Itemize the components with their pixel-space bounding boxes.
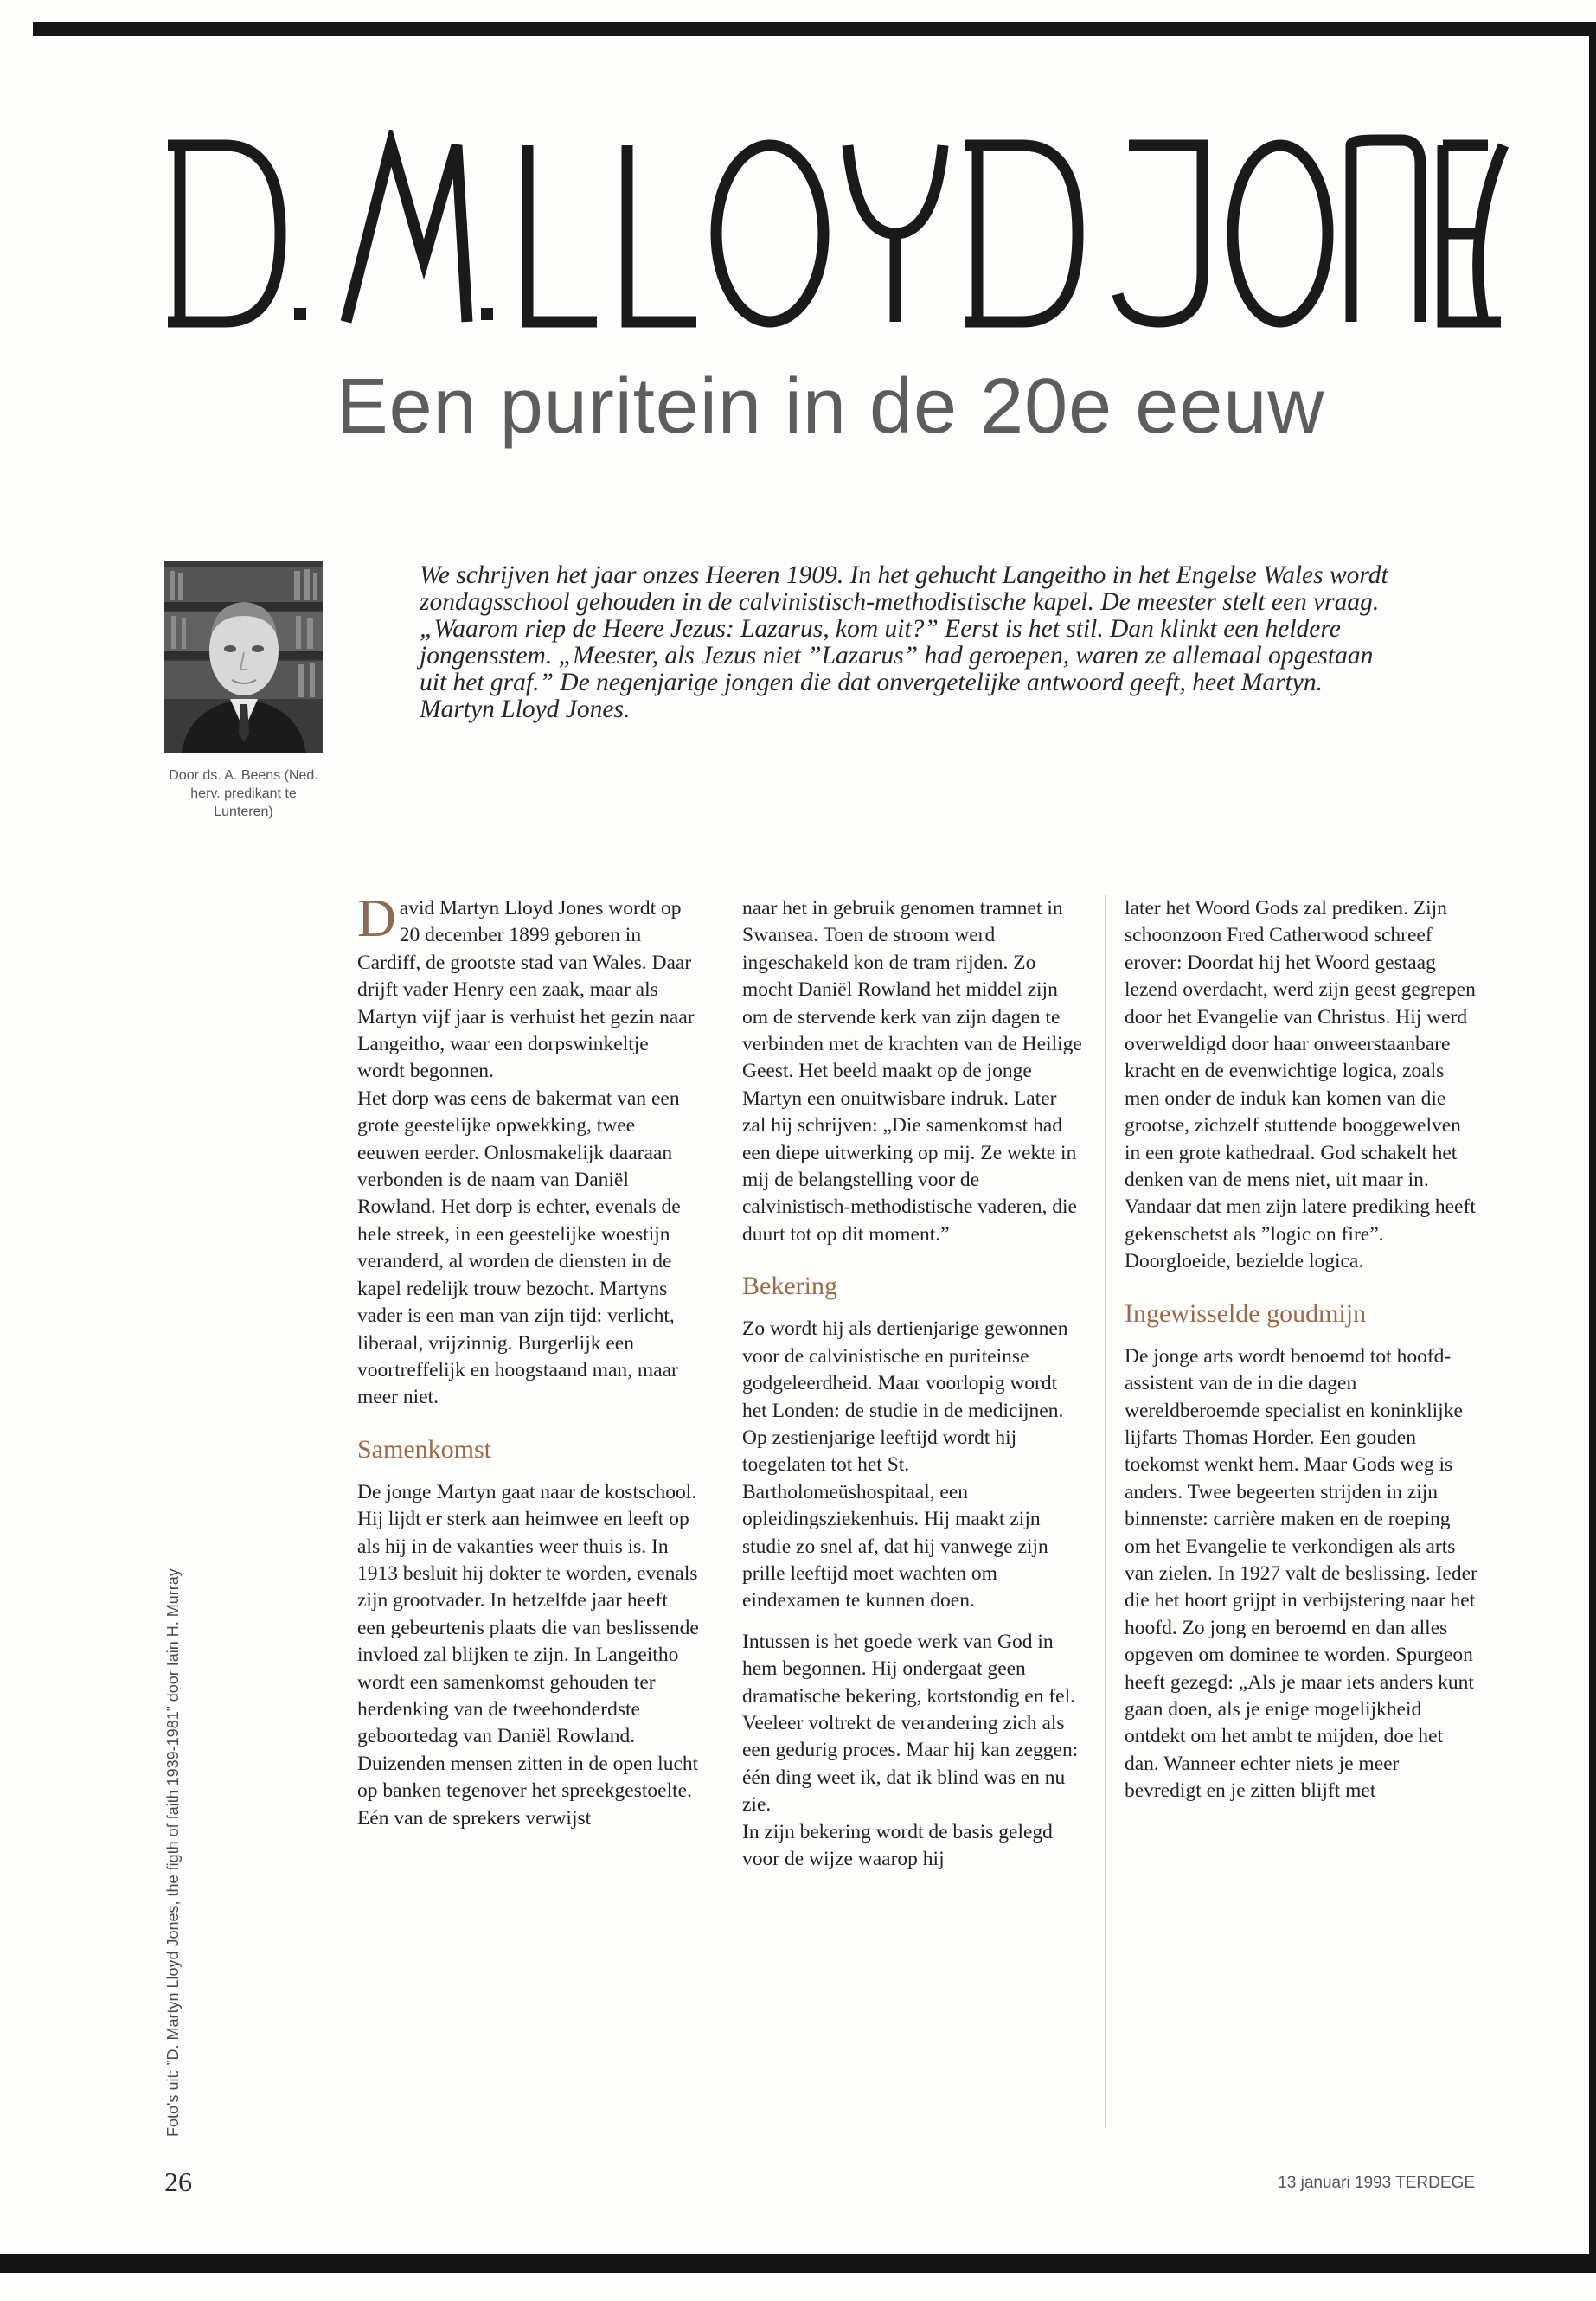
portrait-photo	[164, 561, 323, 753]
column-1	[357, 889, 699, 1832]
paragraph: naar het in gebruik genomen tramnet in Swansea. Toen de stroom werd ingeschakeld kon de tram rijden. Zo mocht Daniël Rowland het middel zijn om de stervende kerk van zijn dagen te verbinden met de krachten van de Heilige Geest. Het beeld maakt op de jonge Martyn een onuitwisbare indruk. Later zal hij schrijven: „Die samenkomst had een diepe uitwerking op mij. Ze wekte in mij de belangstelling voor de calvinistisch-methodistische vaderen, die duurt tot op dit moment.”	[742, 897, 1082, 1246]
column-2	[742, 895, 1084, 1873]
right-border	[1589, 22, 1596, 2263]
paragraph: Zo wordt hij als dertienjarige gewonnen voor de calvinistische en puriteinse godgeleerdheid. Maar voorlopig wordt het Londen: de studie in de medicijnen. Op zestienjarige leeftijd wordt hij toegelaten tot het St. Bartholomeüshospitaal, een opleidingsziekenhuis. Hij maakt zijn studie zo snel af, dat hij vanwege zijn prille leeftijd moet wachten om eindexamen te kunnen doen.	[742, 1317, 1068, 1612]
page-title	[164, 130, 1514, 337]
paragraph: De jonge Martyn gaat naar de kostschool. Hij lijdt er sterk aan heimwee en leeft op als hij in de vakanties weer thuis is. In 1913 besluit hij dokter te worden, evenals zijn grootvader. In hetzelfde jaar heeft een gebeurtenis plaats die van beslissende invloed zal blijken te zijn. In Langeitho wordt een samenkomst gehouden ter herdenking van de tweehonderdste geboortedag van Daniël Rowland. Duizenden mensen zitten in de open lucht op banken tegenover het spreekgestoelte.	[357, 1480, 699, 1803]
paragraph: In zijn bekering wordt de basis gelegd voor de wijze waarop hij	[742, 1820, 1053, 1870]
paragraph	[357, 889, 699, 1086]
paragraph: Eén van de sprekers verwijst	[357, 1806, 592, 1830]
paragraph: Intussen is het goede werk van God in hem begonnen. Hij ondergaat geen dramatische bekering, kortstondig en fel. Veeleer voltrekt de verandering zich als een gedurig proces. Maar hij kan zeggen: één ding weet ik, dat ik blind was en nu zie.	[742, 1630, 1079, 1817]
column-3	[1125, 895, 1479, 1805]
top-border	[33, 22, 1596, 36]
title-wordmark	[164, 130, 1514, 337]
drop-cap: D	[357, 889, 396, 948]
paragraph-text: avid Martyn Lloyd Jones wordt op 20 december 1899 geboren in Cardiff, de grootste stad van Wales. Daar drijft vader Henry een zaak, maar als Martyn vijf jaar is verhuist het gezin naar Langeitho, waar een dorpswinkeltje wordt begonnen.	[357, 897, 695, 1083]
page-number: 26	[164, 2166, 192, 2197]
paragraph: later het Woord Gods zal prediken. Zijn schoonzoon Fred Catherwood schreef erover: Doordat hij het Woord gestaag lezend overdacht, werd zijn geest gegrepen door het Evangelie van Christus. Hij werd overweldigd door haar onweerstaanbare kracht en de evenwichtige logica, zoals men onder de induk kan komen van die grootse, zichzelf stuttende booggewelven in een grote kathedraal. God schakelt het denken van de mens niet, uit maar in. Vandaar dat men zijn latere prediking heeft gekenschetst als ”logic on fire”. Doorgloeide, bezielde logica.	[1125, 897, 1476, 1273]
paragraph: Het dorp was eens de bakermat van een grote geestelijke opwekking, twee eeuwen eerder. Onlosmakelijk daaraan verbonden is de naam van Daniël Rowland. Het dorp is echter, evenals de hele streek, in een geestelijke woestijn veranderd, al worden de diensten in de kapel redelijk trouw bezocht. Martyns vader is een man van zijn tijd: verlicht, liberaal, vrijzinnig. Burgerlijk een voortreffelijk en hoogstaand man, maar meer niet.	[357, 1086, 681, 1409]
section-heading-samenkomst: Samenkomst	[357, 1434, 491, 1464]
section-heading-goudmijn: Ingewisselde goudmijn	[1125, 1298, 1367, 1328]
author-portrait	[164, 561, 323, 753]
paragraph: De jonge arts wordt benoemd tot hoofd-assistent van de in die dagen wereldberoemde specialist en koninklijke lijfarts Thomas Horder. Een gouden toekomst wenkt hem. Maar Gods weg is anders. Twee begeerten strijden in zijn binnenste: carrière maken en de roeping om het Evangelie te verkondigen als arts van zielen. In 1927 valt de beslissing. Ieder die het hoort grijpt in verbijstering naar het hoofd. Zo jong en beroemd en dan alles opgeven om dominee te worden. Spurgeon heeft gezegd: „Als je maar iets anders kunt gaan doen, als je enige mogelijkheid ontdekt om het ambt te mijden, doe het dan. Wanneer echter niets je meer bevredigt en je zitten blijft met	[1125, 1344, 1477, 1803]
intro-paragraph: We schrijven het jaar onzes Heeren 1909. In het gehucht Langeitho in het Engelse Wales wordt zondagsschool gehouden in de calvinistisch-methodistische kapel. De meester stelt een vraag. „Waarom riep de Heere Jezus: Lazarus, kom uit?” Eerst is het stil. Dan klinkt een heldere jongensstem. „Meester, als Jezus niet ”Lazarus” had geroepen, waren ze allemaal opgestaan uit het graf.” De negenjarige jongen die dat onvergetelijke antwoord geeft, heet Martyn. Martyn Lloyd Jones.	[420, 561, 1388, 723]
bottom-border	[0, 2254, 1596, 2273]
author-caption: Door ds. A. Beens (Ned. herv. predikant te Lunteren)	[169, 768, 318, 819]
column-divider	[1105, 895, 1106, 2128]
footer-date: 13 januari 1993 TERDEGE	[1278, 2174, 1475, 2192]
photo-credit: Foto's uit: ”D. Martyn Lloyd Jones, the figth of faith 1939-1981” door Iain H. Murray	[164, 1568, 182, 2137]
section-heading-bekering: Bekering	[742, 1272, 837, 1301]
subtitle: Een puritein in de 20e eeuw	[336, 363, 1325, 450]
